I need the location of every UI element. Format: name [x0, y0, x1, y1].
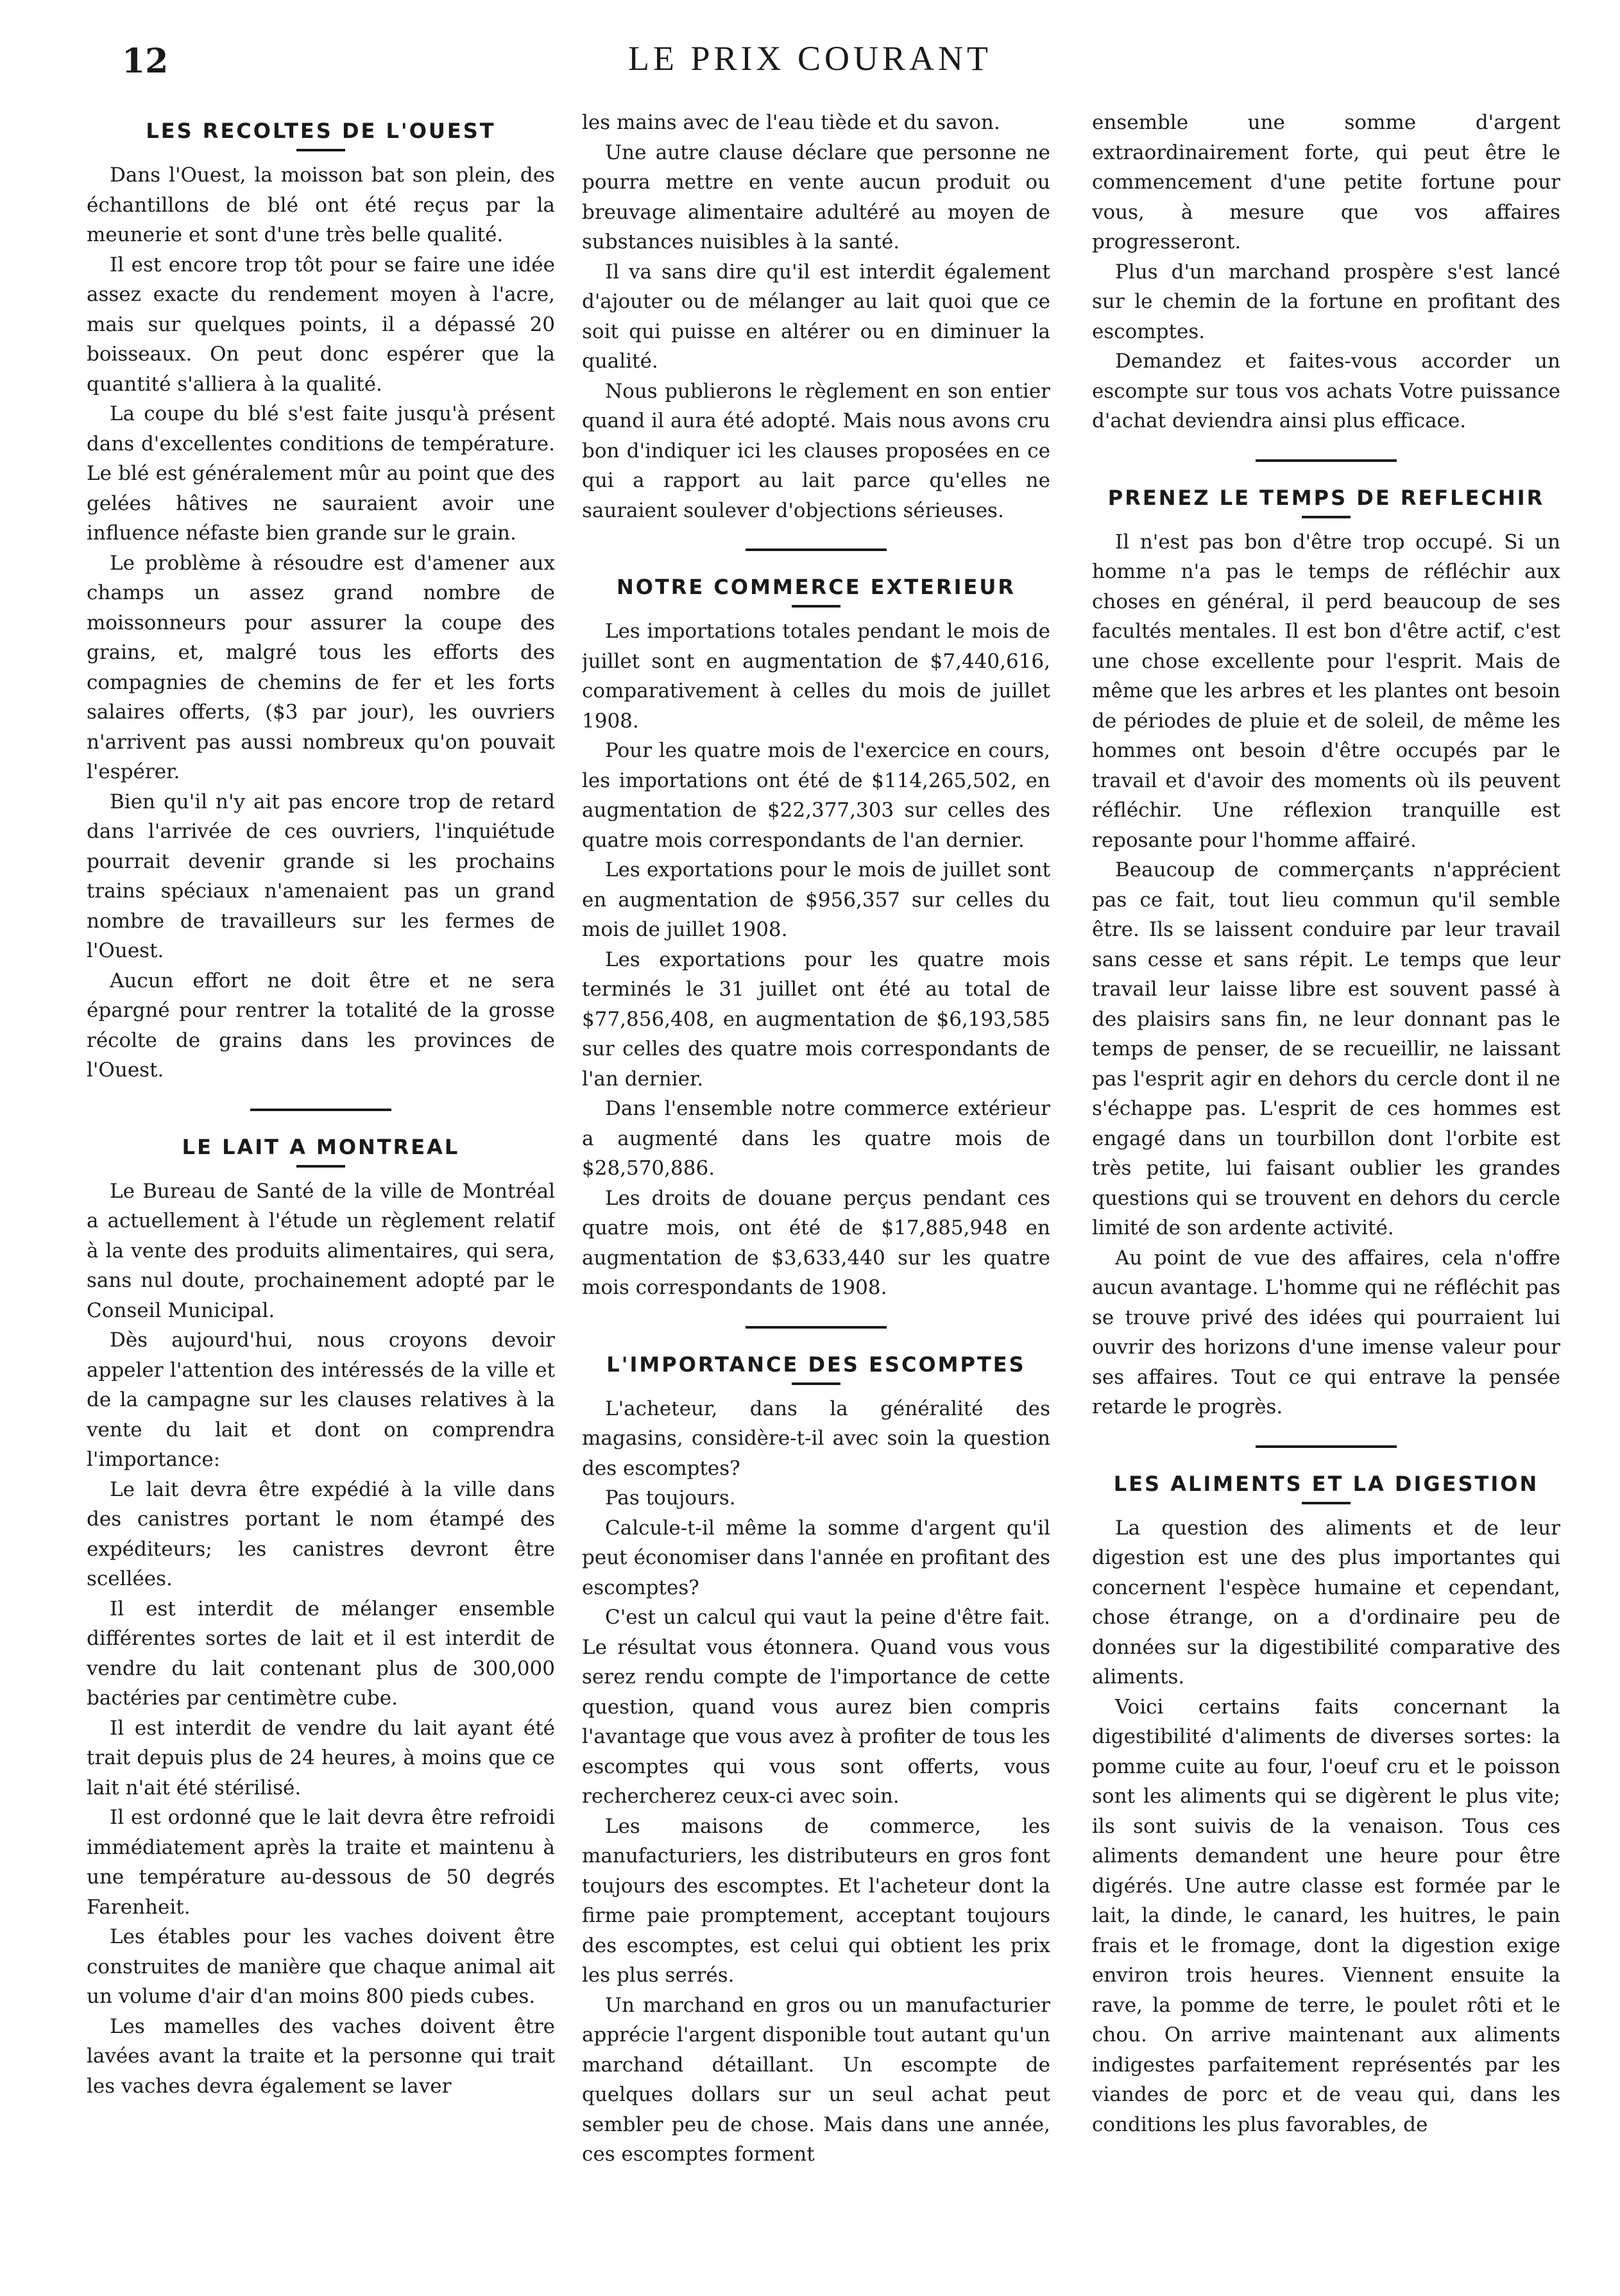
- article-separator: [250, 1109, 391, 1111]
- paragraph: Un marchand en gros ou un manufacturier apprécie l'argent disponible tout autant qu'un marchand détaillant. Un escompte de quelques dollars sur un seul achat peut sembler peu de chose. Mais dans une année, ces escomptes forment: [582, 1993, 1050, 2166]
- paragraph: Au point de vue des affaires, cela n'offre aucun avantage. L'homme qui ne réfléchit pas se trouve privé des idées qui pourraient lui ouvrir des horizons d'une imense valeur pour ses affaires. Tout ce qui entrave la pensée retarde le progrès.: [1092, 1246, 1560, 1418]
- paragraph: Il n'est pas bon d'être trop occupé. Si un homme n'a pas le temps de réfléchir aux choses en général, il perd beaucoup de ses facultés mentales. Il est bon d'être actif, c'est une chose excellente pour l'esprit. Mais de même que les arbres et les plantes ont besoin de périodes de pluie et de soleil, de même les hommes ont besoin d'être occupés par le travail et d'avoir des moments où ils peuvent réfléchir. Une réflexion tranquille est reposante pour l'homme affairé.: [1092, 530, 1560, 852]
- paragraph: Il est ordonné que le lait devra être refroidi immédiatement après la traite et maintenu à une température au-dessous de 50 degrés Farenheit.: [87, 1806, 555, 1919]
- paragraph: Dans l'Ouest, la moisson bat son plein, des échantillons de blé ont été reçus par la meunerie et sont d'une très belle qualité.: [87, 164, 555, 246]
- paragraph: Plus d'un marchand prospère s'est lancé sur le chemin de la fortune en profitant des escomptes.: [1092, 260, 1560, 343]
- paragraph: Bien qu'il n'y ait pas encore trop de retard dans l'arrivée de ces ouvriers, l'inquiétude pourrait devenir grande si les prochains trains spéciaux n'amenaient pas un grand nombre de travailleurs sur les fermes de l'Ouest.: [87, 790, 555, 962]
- paragraph: Beaucoup de commerçants n'apprécient pas ce fait, tout lieu commun qu'il semble être. Ils se laissent conduire par leur travail sans cesse et sans répit. Le temps que leur travail leur laisse libre est souvent passé à des plaisirs sans fin, ne leur donnant pas le temps de penser, de se recueillir, ne laissant pas l'esprit agir en dehors du cercle dont il ne s'échappe pas. L'esprit de ces hommes est engagé dans un tourbillon dont l'orbite est très petite, lui faisant oublier les grandes questions qui se trouvent en dehors du cercle limité de son ardente activité.: [1092, 858, 1560, 1239]
- page-header: [0, 35, 1620, 87]
- article-title-reflechir: PRENEZ LE TEMPS DE REFLECHIR: [1107, 485, 1545, 510]
- column-1: [87, 108, 555, 2263]
- article-title-escomptes: L'IMPORTANCE DES ESCOMPTES: [606, 1352, 1026, 1377]
- paragraph: Les droits de douane perçus pendant ces quatre mois, ont été de $17,885,948 en augmentation de $3,633,440 sur les quatre mois correspondants de 1908.: [582, 1186, 1050, 1299]
- paragraph: Il est interdit de mélanger ensemble différentes sortes de lait et il est interdit de vendre du lait contenant plus de 300,000 bactéries par centimètre cube.: [87, 1597, 555, 1710]
- paragraph: Le problème à résoudre est d'amener aux champs un assez grand nombre de moissonneurs pour assurer la coupe des grains, et, malgré tous les efforts des compagnies de chemins de fer et les forts salaires offerts, ($3 par jour), les ouvriers n'arrivent pas aussi nombreux qu'on pouvait l'espérer.: [87, 551, 555, 783]
- paragraph: Demandez et faites-vous accorder un escompte sur tous vos achats Votre puissance d'achat deviendra ainsi plus efficace.: [1092, 350, 1560, 432]
- article-title-digestion: LES ALIMENTS ET LA DIGESTION: [1113, 1471, 1539, 1496]
- paragraph: Nous publierons le règlement en son entier quand il aura été adopté. Mais nous avons cru bon d'indiquer ici les clauses proposées en ce qui a rapport au lait parce qu'elles ne sauraient soulever d'objections sérieuses.: [582, 379, 1050, 522]
- paragraph: Dans l'ensemble notre commerce extérieur a augmenté dans les quatre mois de $28,570,886.: [582, 1097, 1050, 1180]
- paragraph: Pour les quatre mois de l'exercice en cours, les importations ont été de $114,265,502, en augmentation de $22,377,303 sur celles des quatre mois correspondants de l'an dernier.: [582, 739, 1050, 852]
- paragraph: Les maisons de commerce, les manufacturiers, les distributeurs en gros font toujours des escomptes. Et l'acheteur dont la firme paie promptement, acceptant toujours des escomptes, est celui qui obtient les prix les plus serrés.: [582, 1814, 1050, 1987]
- article-title-recoltes: LES RECOLTES DE L'OUEST: [146, 119, 496, 143]
- paragraph: L'acheteur, dans la généralité des magasins, considère-t-il avec soin la question des escomptes?: [582, 1397, 1050, 1480]
- paragraph: La coupe du blé s'est faite jusqu'à présent dans d'excellentes conditions de température. Le blé est généralement mûr au point que des gelées hâtives ne sauraient avoir une influence néfaste bien grande sur le grain.: [87, 402, 555, 545]
- title-rule: [1302, 1502, 1351, 1504]
- paragraph: C'est un calcul qui vaut la peine d'être fait. Le résultat vous étonnera. Quand vous vous serez rendu compte de l'importance de cette question, quand vous aurez bien compris l'avantage que vous avez à profiter de tous les escomptes qui vous sont offerts, vous rechercherez ceux-ci avec soin.: [582, 1606, 1050, 1808]
- article-title-lait: LE LAIT A MONTREAL: [182, 1134, 460, 1159]
- title-rule: [792, 605, 840, 608]
- paragraph: Une autre clause déclare que personne ne pourra mettre en vente aucun produit ou breuvage alimentaire adultéré au moyen de substances nuisibles à la santé.: [582, 140, 1050, 253]
- page-number: 12: [122, 42, 169, 81]
- title-rule: [792, 1382, 840, 1385]
- paragraph: Calcule-t-il même la somme d'argent qu'il peut économiser dans l'année en profitant des escomptes?: [582, 1516, 1050, 1599]
- paragraph: Le Bureau de Santé de la ville de Montréal a actuellement à l'étude un règlement relatif à la vente des produits alimentaires, qui sera, sans nul doute, prochainement adopté par le Conseil Municipal.: [87, 1179, 555, 1322]
- article-separator: [746, 548, 887, 551]
- paragraph: Les importations totales pendant le mois de juillet sont en augmentation de $7,440,616, comparativement à celles du mois de juillet 1908.: [582, 620, 1050, 733]
- title-rule: [296, 149, 345, 151]
- paragraph: Les exportations pour les quatre mois terminés le 31 juillet ont été au total de $77,856,408, en augmentation de $6,193,585 sur celles des quatre mois correspondants de l'an dernier.: [582, 948, 1050, 1091]
- paragraph: Il est interdit de vendre du lait ayant été trait depuis plus de 24 heures, à moins que ce lait n'ait été stérilisé.: [87, 1716, 555, 1799]
- article-separator: [746, 1326, 887, 1329]
- paragraph: Pas toujours.: [605, 1486, 736, 1509]
- paragraph: La question des aliments et de leur digestion est une des plus importantes qui concernent l'espèce humaine et cependant, chose étrange, on a d'ordinaire peu de données sur la digestibilité comparative des aliments.: [1092, 1516, 1560, 1688]
- column-2: [582, 108, 1050, 2263]
- paragraph-continued: les mains avec de l'eau tiède et du savon.: [582, 111, 1000, 134]
- title-rule: [1302, 516, 1351, 518]
- article-separator: [1256, 459, 1397, 462]
- paragraph: Il va sans dire qu'il est interdit également d'ajouter ou de mélanger au lait quoi que ce soit qui puisse en altérer ou en diminuer la qualité.: [582, 260, 1050, 373]
- journal-title: LE PRIX COURANT: [627, 39, 992, 78]
- paragraph: Aucun effort ne doit être et ne sera épargné pour rentrer la totalité de la grosse récolte de grains dans les provinces de l'Ouest.: [87, 969, 555, 1082]
- paragraph-continued: ensemble une somme d'argent extraordinairement forte, qui peut être le commencement d'une petite fortune pour vous, à mesure que vos affaires progresseront.: [1092, 111, 1560, 253]
- paragraph: Voici certains faits concernant la digestibilité d'aliments de diverses sortes: la pomme cuite au four, l'oeuf cru et le poisson sont les aliments qui se digèrent le plus vite; ils sont suivis de la venaison. Tous ces aliments demandent une heure pour être digérés. Une autre classe est formée par le lait, la dinde, le canard, les huitres, le pain frais et le fromage, dont la digestion exige environ trois heures. Viennent ensuite la rave, la pomme de terre, le poulet rôti et le chou. On arrive maintenant aux aliments indigestes parfaitement représentés par les viandes de porc et de veau qui, dans les conditions les plus favorables, de: [1092, 1695, 1560, 2136]
- paragraph: Le lait devra être expédié à la ville dans des canistres portant le nom étampé des expéditeurs; les canistres devront être scellées.: [87, 1477, 555, 1590]
- paragraph: Les exportations pour le mois de juillet sont en augmentation de $956,357 sur celles du mois de juillet 1908.: [582, 858, 1050, 941]
- paragraph: Il est encore trop tôt pour se faire une idée assez exacte du rendement moyen à l'acre, mais sur quelques points, il a dépassé 20 boisseaux. On peut donc espérer que la quantité s'alliera à la qualité.: [87, 253, 555, 396]
- paragraph: Dès aujourd'hui, nous croyons devoir appeler l'attention des intéressés de la ville et de la campagne sur les clauses relatives à la vente du lait et dont on comprendra l'importance:: [87, 1329, 555, 1471]
- article-title-commerce: NOTRE COMMERCE EXTERIEUR: [616, 575, 1016, 599]
- paragraph: Les étables pour les vaches doivent être construites de manière que chaque animal ait un volume d'air d'an moins 800 pieds cubes.: [87, 1925, 555, 2008]
- article-separator: [1256, 1445, 1397, 1448]
- column-3: [1092, 108, 1560, 2263]
- paragraph: Les mamelles des vaches doivent être lavées avant la traite et la personne qui trait les vaches devra également se laver: [87, 2014, 555, 2098]
- title-rule: [296, 1165, 345, 1168]
